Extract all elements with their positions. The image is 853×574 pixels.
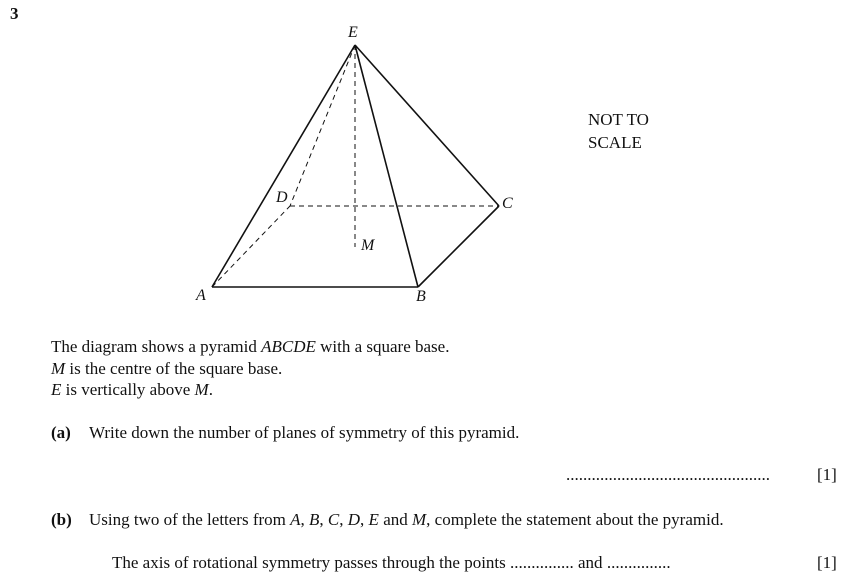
letter-b: B	[309, 510, 320, 529]
answer-dots-2[interactable]: ...............	[606, 553, 671, 572]
sep: ,	[360, 510, 369, 529]
and-word: and	[378, 510, 412, 529]
part-a-text: Write down the number of planes of symmetry of this pyramid.	[89, 423, 520, 442]
part-b-statement	[112, 553, 671, 573]
vertex-label-b: B	[416, 288, 426, 305]
letter-c: C	[327, 510, 340, 529]
part-b-label: (b)	[51, 510, 72, 529]
edge-ed-hidden	[290, 45, 355, 206]
intro-line-1	[51, 336, 449, 358]
sep: ,	[339, 510, 348, 529]
letter-m: M	[411, 510, 427, 529]
intro-text: is vertically above	[61, 380, 195, 399]
not-to-scale-note	[588, 108, 678, 154]
pyramid-name: ABCDE	[261, 337, 316, 356]
sep: ,	[319, 510, 328, 529]
vertex-label-d: D	[276, 189, 288, 206]
part-b-text: Using two of the letters from	[89, 510, 291, 529]
note-line-2: SCALE	[588, 133, 642, 152]
note-line-1: NOT TO	[588, 110, 649, 129]
letter-d: D	[347, 510, 361, 529]
part-b-text: , complete the statement about the pyramid.	[426, 510, 724, 529]
sep: ,	[300, 510, 310, 529]
letter-e: E	[368, 510, 379, 529]
var-m: M	[51, 358, 66, 378]
part-a-marks: [1]	[817, 465, 837, 484]
letter-a: A	[290, 510, 301, 529]
part-b-marks: [1]	[817, 553, 837, 572]
intro-text: The diagram shows a pyramid	[51, 337, 262, 356]
question-number: 3	[10, 4, 19, 23]
intro-text: with a square base.	[315, 337, 450, 356]
edge-bc	[418, 206, 499, 287]
part-a-label: (a)	[51, 423, 71, 442]
intro-text: .	[208, 380, 213, 399]
var-m: M	[194, 380, 209, 399]
part-b-question	[51, 510, 724, 530]
intro-paragraph	[51, 336, 449, 401]
intro-line-3	[51, 379, 449, 401]
vertex-label-m: M	[361, 237, 375, 254]
part-a-question	[51, 423, 519, 443]
and-text: and	[578, 553, 603, 572]
vertex-label-c: C	[502, 195, 513, 212]
part-a-answer-line[interactable]: ................................................	[566, 465, 770, 484]
edge-ad-hidden	[212, 206, 290, 287]
statement-text: The axis of rotational symmetry passes through the points	[112, 553, 506, 572]
intro-line-2	[51, 358, 449, 380]
intro-text: is the centre of the square base.	[65, 358, 283, 378]
answer-dots-1[interactable]: ...............	[510, 553, 574, 572]
vertex-label-a: A	[196, 287, 206, 304]
edge-ea	[212, 45, 355, 287]
var-e: E	[51, 380, 62, 399]
vertex-label-e: E	[348, 24, 358, 41]
